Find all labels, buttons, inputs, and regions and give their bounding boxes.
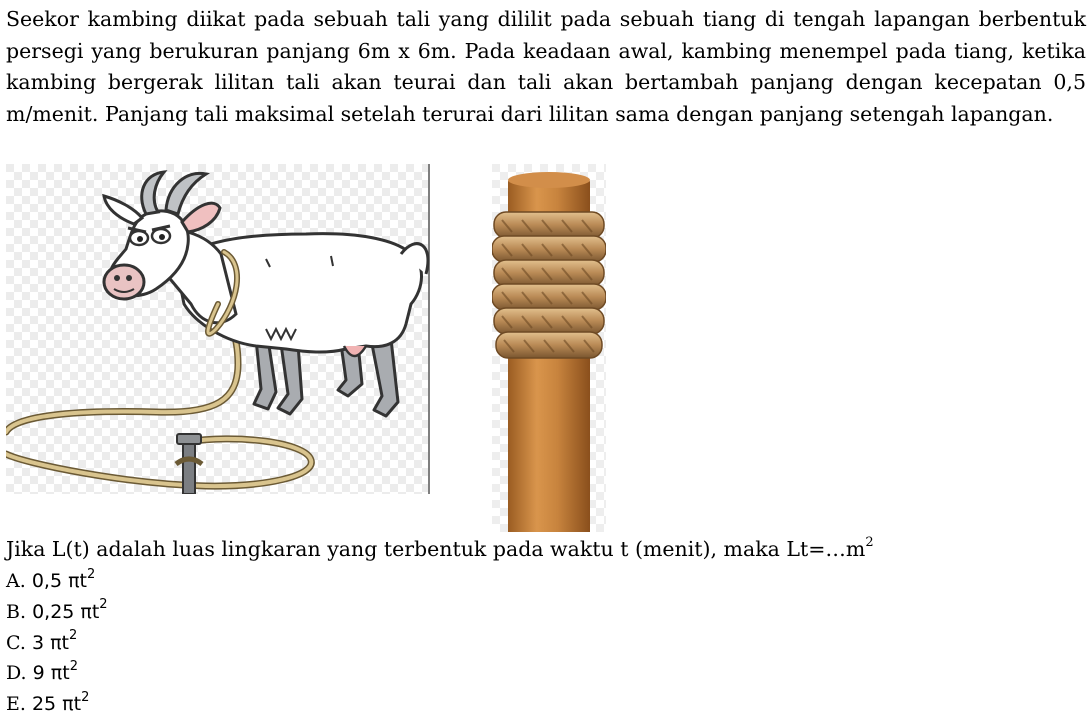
pole-with-rope-illustration — [492, 164, 606, 532]
option-b[interactable] — [6, 597, 108, 628]
option-value: 25 πt — [31, 693, 82, 716]
rope-coil-icon — [492, 212, 606, 358]
answer-options — [6, 566, 108, 720]
option-exponent: 2 — [86, 566, 96, 582]
option-letter: A. — [6, 570, 26, 592]
figures — [0, 160, 1090, 535]
question-text — [6, 535, 874, 563]
option-e[interactable] — [6, 689, 108, 720]
option-value: 0,5 πt — [31, 570, 87, 592]
option-exponent: 2 — [81, 689, 90, 705]
question-body: Jika L(t) adalah luas lingkaran yang terbentuk pada waktu t (menit), maka Lt=…m — [6, 537, 866, 561]
option-value: 3 πt — [31, 631, 69, 654]
goat-illustration — [6, 164, 432, 494]
option-c[interactable] — [6, 628, 108, 659]
goat-snout — [104, 265, 144, 299]
option-letter: D. — [6, 662, 27, 685]
option-letter: E. — [6, 693, 26, 716]
option-d[interactable] — [6, 658, 108, 689]
option-value: 9 πt — [32, 662, 70, 685]
option-value: 0,25 πt — [32, 600, 100, 623]
option-letter: C. — [6, 631, 26, 654]
option-exponent: 2 — [99, 597, 108, 613]
option-letter: B. — [6, 600, 27, 623]
option-exponent: 2 — [68, 628, 78, 644]
problem-statement: Seekor kambing diikat pada sebuah tali yang dililit pada sebuah tiang di tengah lapangan berbentuk persegi yang berukuran panjang 6m x 6m. Pada keadaan awal, kambing menempel pada tiang, ketika kambing bergerak lilitan tali akan teurai dan tali akan bertambah panjang dengan kecepatan 0,5 m/menit. Panjang tali maksimal setelah terurai dari lilitan sama dengan panjang setengah lapangan. — [6, 7, 1086, 126]
question-exponent: 2 — [865, 535, 874, 551]
option-a[interactable] — [6, 566, 108, 597]
option-exponent: 2 — [69, 659, 78, 675]
